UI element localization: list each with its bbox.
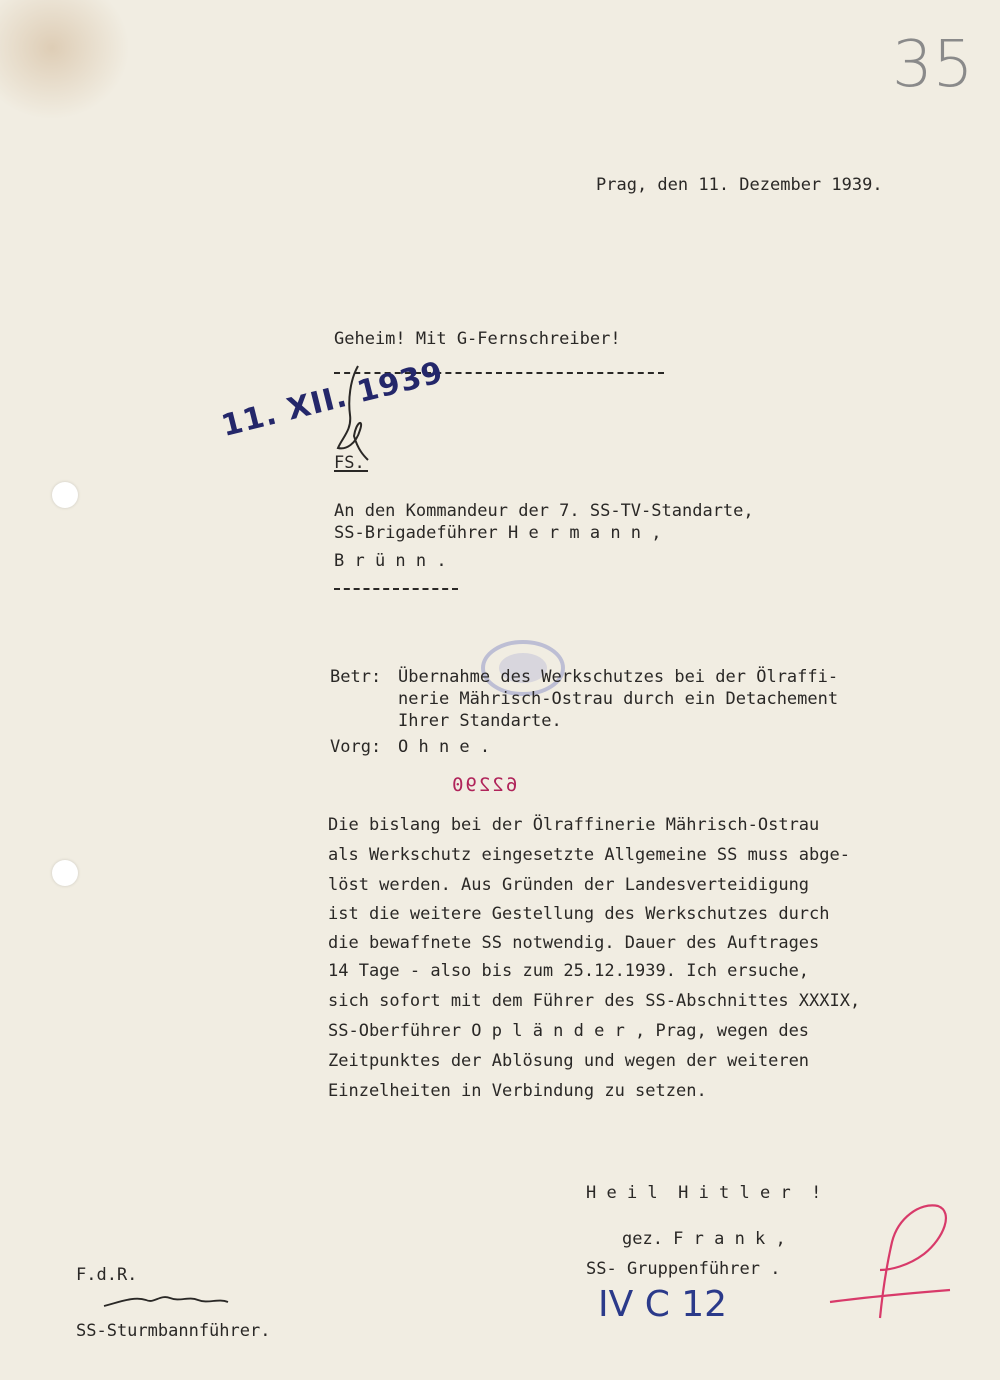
closing-signed: gez. F r a n k , [622, 1229, 786, 1249]
body-line-5: die bewaffnete SS notwendig. Dauer des Auftrages [328, 933, 820, 953]
punch-hole-upper [52, 482, 78, 508]
previous-value: O h n e . [398, 737, 491, 757]
handwritten-page-number: 35 [892, 28, 974, 102]
body-line-3: löst werden. Aus Gründen der Landesverteidigung [328, 875, 810, 895]
recipient-rule [334, 588, 458, 590]
date-line: Prag, den 11. Dezember 1939. [596, 175, 883, 195]
subject-line-3: Ihrer Standarte. [398, 711, 562, 731]
red-pencil-mark [820, 1198, 970, 1328]
recipient-line-1: An den Kommandeur der 7. SS-TV-Standarte, [334, 501, 754, 521]
fdr-label: F.d.R. [76, 1265, 138, 1285]
fs-mark: FS. [334, 453, 365, 473]
recipient-line-3: B r ü n n . [334, 551, 447, 571]
subject-label: Betr: [330, 667, 382, 687]
body-line-2: als Werkschutz eingesetzte Allgemeine SS muss abge- [328, 845, 850, 865]
punch-hole-lower [52, 860, 78, 886]
fs-underline [334, 470, 368, 472]
closing-rank: SS- Gruppenführer . [586, 1259, 781, 1279]
handwritten-reference: IV C 12 [598, 1284, 728, 1325]
body-line-8: SS-Oberführer O p l ä n d e r , Prag, wegen des [328, 1021, 810, 1041]
registry-number: 62290 [450, 774, 518, 796]
rust-stain [0, 0, 130, 120]
fdr-rank: SS-Sturmbannführer. [76, 1321, 271, 1341]
recipient-line-2: SS-Brigadeführer H e r m a n n , [334, 523, 662, 543]
previous-label: Vorg: [330, 737, 382, 757]
body-line-7: sich sofort mit dem Führer des SS-Abschnittes XXXIX, [328, 991, 861, 1011]
body-line-9: Zeitpunktes der Ablösung und wegen der weiteren [328, 1051, 810, 1071]
subject-line-2: nerie Mährisch-Ostrau durch ein Detachement [398, 689, 839, 709]
body-line-4: ist die weitere Gestellung des Werkschutzes durch [328, 904, 830, 924]
fdr-signature [100, 1286, 240, 1316]
body-line-10: Einzelheiten in Verbindung zu setzen. [328, 1081, 707, 1101]
subject-line-1: Übernahme des Werkschutzes bei der Ölraffi- [398, 667, 839, 687]
body-line-6: 14 Tage - also bis zum 25.12.1939. Ich ersuche, [328, 961, 810, 981]
body-line-1: Die bislang bei der Ölraffinerie Mährisch-Ostrau [328, 815, 820, 835]
closing-salutation: H e i l H i t l e r ! [586, 1183, 822, 1203]
date-stamp: 11. XII. 1939 [218, 354, 448, 444]
classification-line: Geheim! Mit G-Fernschreiber! [334, 329, 621, 349]
